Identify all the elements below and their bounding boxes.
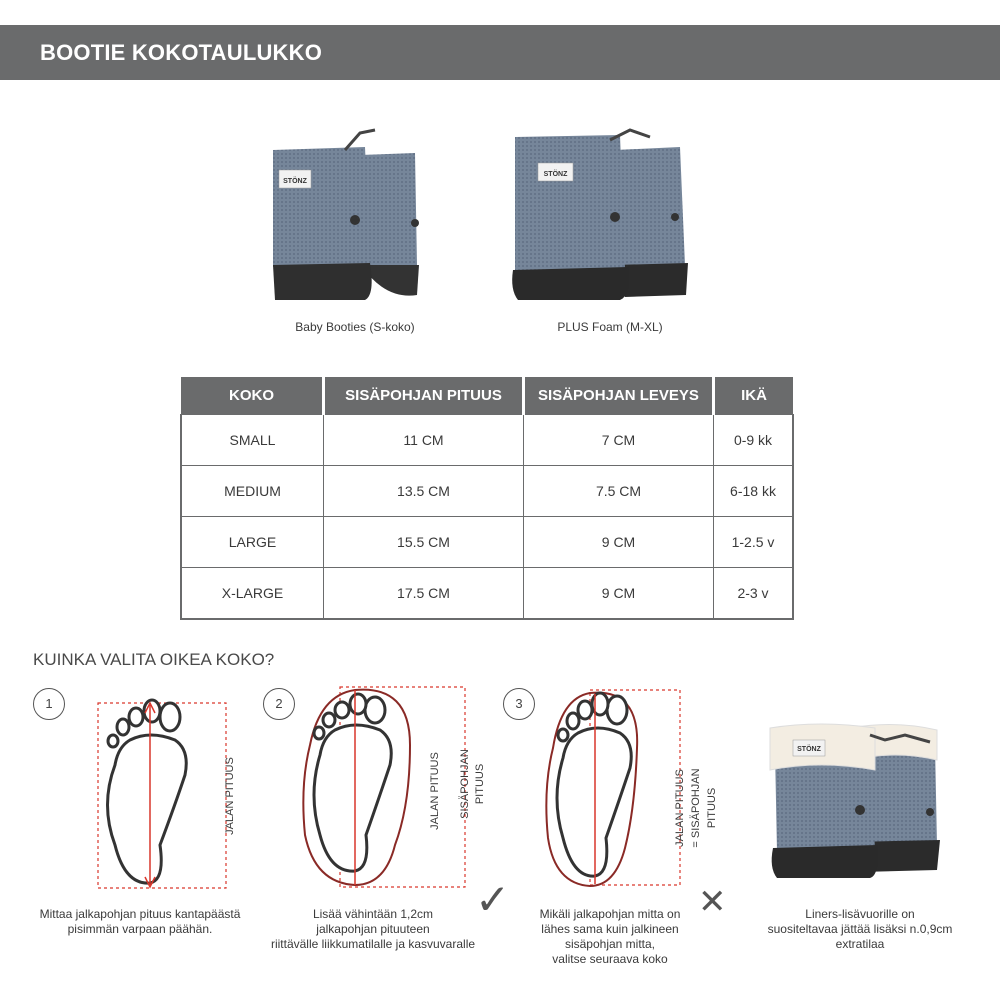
column-header-size: KOKO	[181, 377, 324, 415]
page-title: BOOTIE KOKOTAULUKKO	[40, 40, 323, 65]
step-1-text-line-2: pisimmän varpaan päähän.	[67, 922, 213, 936]
insole-length-label: = SISÄPOHJAN	[690, 768, 702, 848]
step-2-text-line-1: Lisää vähintään 1,2cm	[312, 907, 434, 921]
cell-length: 11 CM	[324, 415, 524, 466]
step-number-3: 3	[503, 688, 535, 720]
cell-length: 13.5 CM	[324, 466, 524, 517]
table-row	[181, 568, 793, 620]
product-caption-plus: PLUS Foam (M-XL)	[557, 320, 663, 334]
table-row	[181, 415, 793, 466]
column-header-age: IKÄ	[714, 377, 794, 415]
cell-size: LARGE	[181, 517, 324, 568]
cell-size: MEDIUM	[181, 466, 324, 517]
foot-length-label: JALAN PITUUS	[224, 757, 236, 835]
product-caption-baby: Baby Booties (S-koko)	[295, 320, 415, 334]
cell-size: SMALL	[181, 415, 324, 466]
step-3-text-line-1: Mikäli jalkapohjan mitta on	[539, 907, 681, 921]
liners-text-line-2: suositeltavaa jättää lisäksi n.0,9cm	[767, 922, 953, 936]
cross-icon: ✕	[698, 882, 727, 922]
svg-text:STÖNZ: STÖNZ	[543, 171, 568, 178]
cell-age: 6-18 kk	[714, 466, 794, 517]
insole-length-label: SISÄPOHJAN	[459, 749, 471, 819]
cell-width: 7 CM	[524, 415, 714, 466]
table-header-row	[181, 377, 793, 415]
liners-text-line-3: extratilaa	[835, 937, 885, 951]
svg-text:STÖNZ: STÖNZ	[797, 746, 821, 753]
cell-width: 7.5 CM	[524, 466, 714, 517]
step-number-1: 1	[33, 688, 65, 720]
step-1-text-line-1: Mittaa jalkapohjan pituus kantapäästä	[39, 907, 241, 921]
cell-width: 9 CM	[524, 517, 714, 568]
howto-title: KUINKA VALITA OIKEA KOKO?	[33, 650, 275, 669]
cell-length: 15.5 CM	[324, 517, 524, 568]
foot-equal-insole-icon	[545, 688, 685, 888]
checkmark-icon: ✓	[475, 875, 511, 924]
table-row	[181, 517, 793, 568]
step-3-text-line-2: lähes sama kuin jalkineen	[541, 922, 679, 936]
cell-age: 1-2.5 v	[714, 517, 794, 568]
cell-size: X-LARGE	[181, 568, 324, 620]
svg-text:STÖNZ: STÖNZ	[283, 178, 307, 185]
step-3-text-line-3: sisäpohjan mitta,	[564, 937, 656, 951]
baby-booties-image	[265, 125, 445, 305]
liners-text-line-1: Liners-lisävuorille on	[805, 907, 915, 921]
foot-length-label: JALAN PITUUS	[429, 752, 441, 830]
column-header-length: SISÄPOHJAN PITUUS	[324, 377, 524, 415]
foot-measure-icon	[90, 695, 230, 895]
step-2-text-line-2: jalkapohjan pituuteen	[316, 922, 430, 936]
plus-foam-image	[510, 125, 700, 305]
cell-length: 17.5 CM	[324, 568, 524, 620]
cell-age: 2-3 v	[714, 568, 794, 620]
step-number-2: 2	[263, 688, 295, 720]
column-header-width: SISÄPOHJAN LEVEYS	[524, 377, 714, 415]
step-2-text-line-3: riittävälle liikkumatilalle ja kasvuvaralle	[270, 937, 476, 951]
liners-booties-image	[765, 720, 950, 880]
cell-width: 9 CM	[524, 568, 714, 620]
foot-length-label: JALAN PITUUS	[674, 769, 686, 847]
cell-age: 0-9 kk	[714, 415, 794, 466]
size-table	[180, 377, 794, 620]
insole-length-label-2: PITUUS	[474, 763, 486, 805]
insole-length-label-2: PITUUS	[706, 787, 718, 829]
table-row	[181, 466, 793, 517]
foot-insole-icon	[300, 685, 470, 895]
step-3-text-line-4: valitse seuraava koko	[552, 952, 668, 966]
